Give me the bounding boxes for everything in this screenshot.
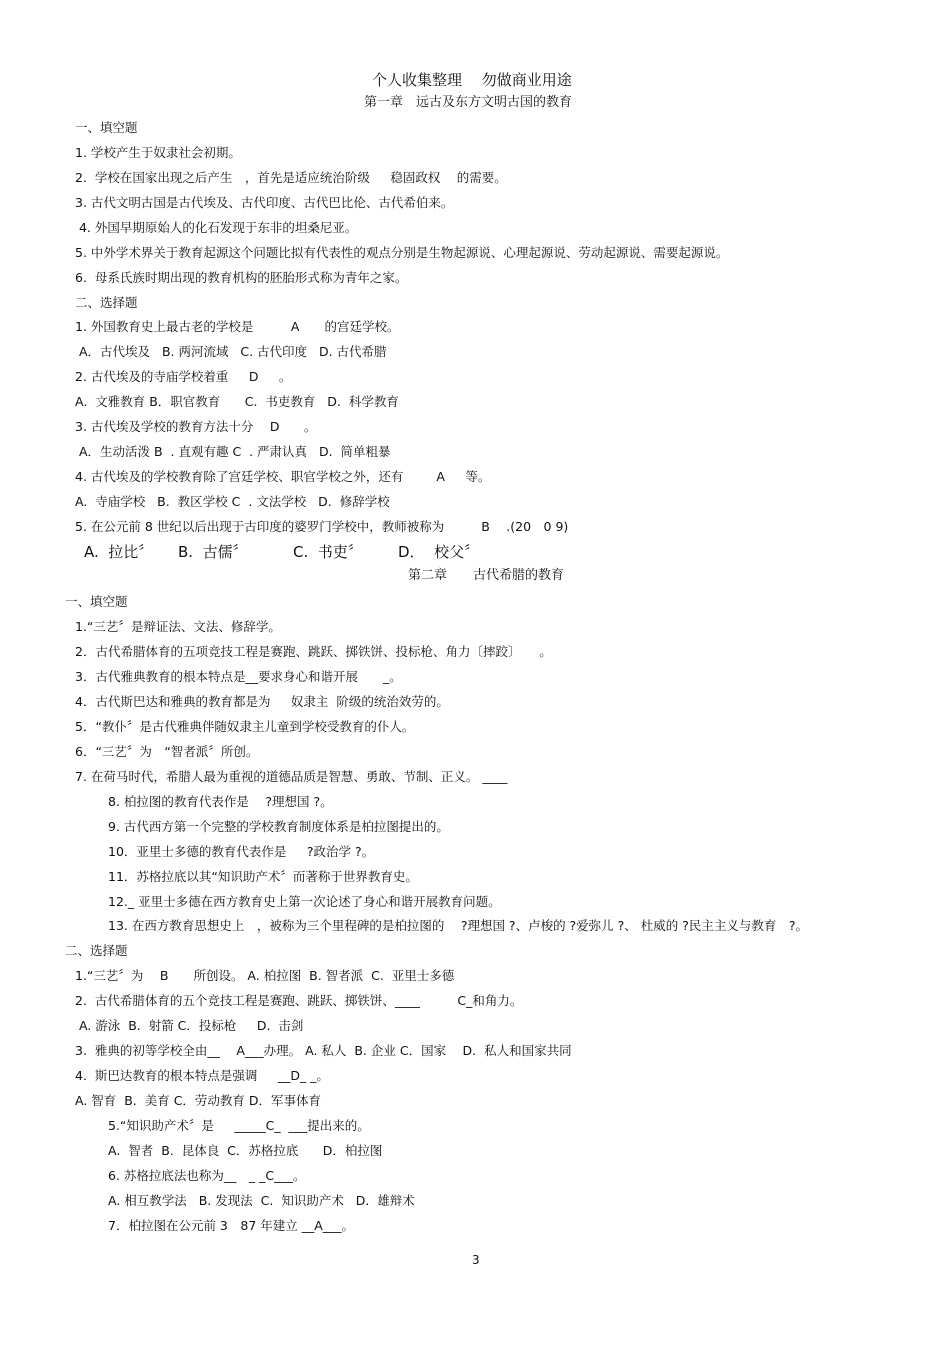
ch1-fill-item: 3. 古代文明古国是古代埃及、古代印度、古代巴比伦、古代希伯来。 xyxy=(75,195,454,210)
page-number: 3 xyxy=(472,1253,480,1267)
ch1-choice-item: 3. 古代埃及学校的教育方法十分 D 。 xyxy=(75,419,317,434)
ch1-option-a: A. 拉比〞 xyxy=(84,543,154,561)
ch1-choice-heading: 二、选择题 xyxy=(75,295,138,310)
ch1-choice-item: 1. 外国教育史上最古老的学校是 A 的宫廷学校。 xyxy=(75,319,400,334)
ch1-choice-item: A. 文雅教育 B．职官教育 C. 书吏教育 D. 科学教育 xyxy=(75,394,399,409)
ch1-fill-heading: 一、填空题 xyxy=(75,120,138,135)
ch1-fill-item: 1. 学校产生于奴隶社会初期。 xyxy=(75,145,241,160)
ch1-choice-item: A．古代埃及 B. 两河流域 C. 古代印度 D. 古代希腊 xyxy=(75,344,387,359)
chapter-1-title: 第一章 远古及东方文明古国的教育 xyxy=(364,95,573,110)
ch2-choice-item: 6. 苏格拉底法也称为__ _ _C___。 xyxy=(108,1168,306,1183)
ch2-fill-item: 10．亚里士多德的教育代表作是 ?政治学 ?。 xyxy=(108,844,375,859)
ch1-option-b: B. 古儒〞 xyxy=(178,543,248,561)
ch1-choice-item: A．生动活泼 B . 直观有趣 C . 严肃认真 D. 简单粗暴 xyxy=(75,444,391,459)
ch2-choice-item: A. 智者 B. 昆体良 C．苏格拉底 D．柏拉图 xyxy=(108,1143,383,1158)
ch2-choice-item: 3. 雅典的初等学校全由__ A___办理。 A. 私人 B. 企业 C．国家 D. 私人和国家共同 xyxy=(75,1043,572,1058)
ch2-choice-item: 4. 斯巴达教育的根本特点是强调 __D_ _。 xyxy=(75,1068,329,1083)
document-title: 个人收集整理 勿做商业用途 xyxy=(372,71,572,89)
ch2-fill-item: 13. 在西方教育思想史上 ，被称为三个里程碑的是柏拉图的 ?理想国 ?、卢梭的 ?爱弥儿 ?、 杜威的 ?民主主义与教育 ?。 xyxy=(108,918,809,933)
ch1-option-c: C. 书吏〞 xyxy=(293,543,363,561)
ch1-choice-item: A. 寺庙学校 B. 教区学校 C . 文法学校 D. 修辞学校 xyxy=(75,494,390,509)
ch2-fill-item: 4．古代斯巴达和雅典的教育都是为 奴隶主 阶级的统治效劳的。 xyxy=(75,694,449,709)
ch1-choice-item: 5. 在公元前 8 世纪以后出现于古印度的婆罗门学校中，教师被称为 B .(20 0 9) xyxy=(75,519,569,534)
ch2-fill-item: 1.“三艺〞是辩证法、文法、修辞学。 xyxy=(75,619,281,634)
ch2-fill-item: 11．苏格拉底以其“知识助产术〞而著称于世界教育史。 xyxy=(108,869,418,884)
ch2-fill-item: 7. 在荷马时代，希腊人最为重视的道德品质是智慧、勇敢、节制、正义。 ____ xyxy=(75,769,508,784)
ch2-fill-item: 5．“教仆〞是古代雅典伴随奴隶主儿童到学校受教育的仆人。 xyxy=(75,719,415,734)
ch2-fill-item: 2．古代希腊体育的五项竞技工程是赛跑、跳跃、掷铁饼、投标枪、角力〔摔跤〕 。 xyxy=(75,644,552,659)
ch2-choice-item: 2. 古代希腊体育的五个竞技工程是赛跑、跳跃、掷铁饼、____ C_和角力。 xyxy=(75,993,523,1008)
ch1-option-d: D． 校父〞 xyxy=(398,543,480,561)
ch1-fill-item: 4. 外国早期原始人的化石发现于东非的坦桑尼亚。 xyxy=(75,220,358,235)
ch2-fill-item: 8. 柏拉图的教育代表作是 ?理想国 ?。 xyxy=(108,794,333,809)
ch1-choice-item: 2. 古代埃及的寺庙学校着重 D 。 xyxy=(75,369,292,384)
ch2-fill-item: 12._ 亚里士多德在西方教育史上第一次论述了身心和谐开展教育问题。 xyxy=(108,894,501,909)
ch1-fill-item: 5. 中外学术界关于教育起源这个问题比拟有代表性的观点分别是生物起源说、心理起源说、劳动起源说、需要起源说。 xyxy=(75,245,729,260)
ch2-choice-item: 1.“三艺〞为 B 所创设。 A. 柏拉图 B. 智者派 C. 亚里士多德 xyxy=(75,968,455,983)
chapter-2-title: 第二章 古代希腊的教育 xyxy=(408,568,565,583)
ch1-choice-item: 4. 古代埃及的学校教育除了宫廷学校、职官学校之外，还有 A 等。 xyxy=(75,469,491,484)
ch1-fill-item: 2. 学校在国家出现之后产生 ，首先是适应统治阶级 稳固政权 的需要。 xyxy=(75,170,507,185)
ch2-fill-item: 6．“三艺〞为 “智者派〞所创。 xyxy=(75,744,259,759)
ch2-choice-item: 7．柏拉图在公元前 3 87 年建立 __A___。 xyxy=(108,1218,355,1233)
ch2-choice-item: 5.“知识助产术〞是 _____C_ ___提出来的。 xyxy=(108,1118,370,1133)
ch2-choice-heading: 二、选择题 xyxy=(65,943,128,958)
ch2-choice-item: A. 相互教学法 B. 发现法 C. 知识助产术 D. 雄辩术 xyxy=(108,1193,415,1208)
ch2-choice-item: A. 智育 B. 美育 C．劳动教育 D．军事体育 xyxy=(75,1093,322,1108)
ch2-fill-item: 3．古代雅典教育的根本特点是__要求身心和谐开展 _。 xyxy=(75,669,402,684)
ch2-fill-heading: 一、填空题 xyxy=(65,594,128,609)
ch2-choice-item: A. 游泳 B. 射箭 C．投标枪 D. 击剑 xyxy=(75,1018,304,1033)
ch2-fill-item: 9. 古代西方第一个完整的学校教育制度体系是柏拉图提出的。 xyxy=(108,819,449,834)
ch1-fill-item: 6. 母系氏族时期出现的教育机构的胚胎形式称为青年之家。 xyxy=(75,270,408,285)
